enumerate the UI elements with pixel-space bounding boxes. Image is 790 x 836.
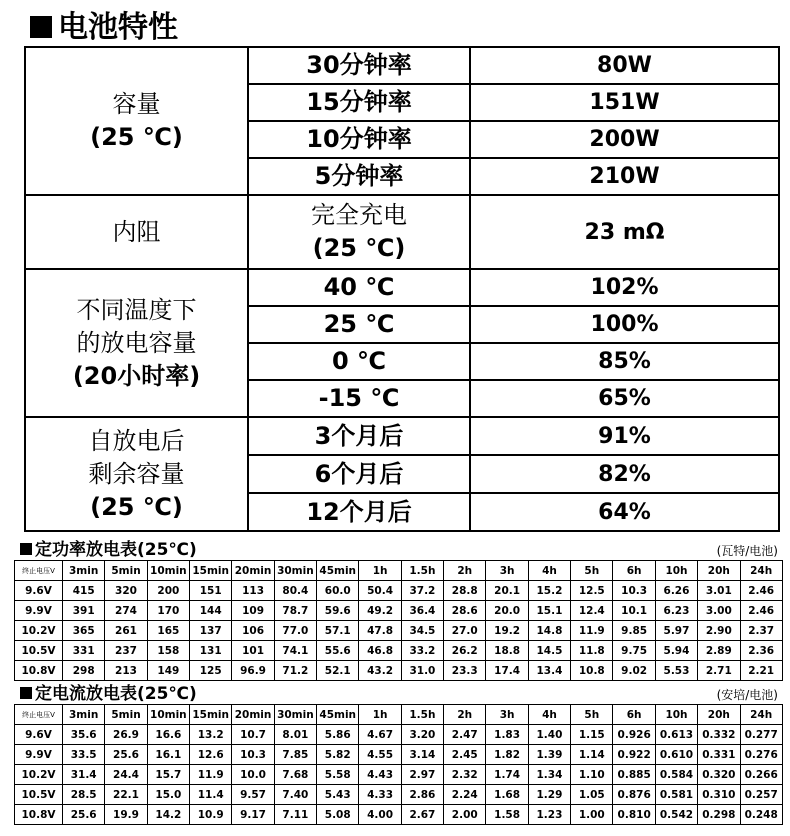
- table-cell: 12.5: [571, 581, 613, 601]
- table-cell: 43.2: [359, 661, 401, 681]
- end-voltage-cell: 10.5V: [15, 641, 63, 661]
- column-header: 6h: [613, 705, 655, 725]
- table-cell: 106: [232, 621, 274, 641]
- table-cell: 6.23: [655, 601, 697, 621]
- capacity-val-3: 200W: [470, 121, 779, 158]
- self-discharge-val-1: 91%: [470, 417, 779, 455]
- table-cell: 55.6: [317, 641, 359, 661]
- table-cell: 158: [147, 641, 189, 661]
- table-cell: 2.90: [698, 621, 740, 641]
- table-cell: 1.74: [486, 765, 528, 785]
- table-cell: 11.4: [190, 785, 232, 805]
- table-cell: 11.9: [190, 765, 232, 785]
- table-header-row: [15, 561, 783, 581]
- table-cell: 31.4: [63, 765, 105, 785]
- table-cell: 1.40: [528, 725, 570, 745]
- column-header: 2h: [444, 705, 486, 725]
- table-cell: 16.1: [147, 745, 189, 765]
- table-cell: 80.4: [274, 581, 316, 601]
- table-cell: 3.00: [698, 601, 740, 621]
- table-cell: 26.9: [105, 725, 147, 745]
- table-cell: 9.75: [613, 641, 655, 661]
- page-title-text: 电池特性: [58, 10, 178, 45]
- resistance-val: 23 mΩ: [470, 195, 779, 269]
- table-cell: 34.5: [401, 621, 443, 641]
- table-cell: 415: [63, 581, 105, 601]
- table-cell: 7.11: [274, 805, 316, 825]
- table-cell: 5.58: [317, 765, 359, 785]
- constant-current-table: [14, 704, 783, 825]
- column-header: 1.5h: [401, 561, 443, 581]
- self-discharge-label-line2: 剩余容量: [88, 459, 185, 488]
- temperature-val-1: 102%: [470, 269, 779, 306]
- table-cell: 12.4: [571, 601, 613, 621]
- table-cell: 131: [190, 641, 232, 661]
- temperature-label-line3: (20小时率): [72, 361, 201, 390]
- table-cell: 1.14: [571, 745, 613, 765]
- self-discharge-label-line3: (25 ℃): [90, 492, 183, 521]
- table-cell: 15.1: [528, 601, 570, 621]
- table-cell: 2.32: [444, 765, 486, 785]
- end-voltage-cell: 9.9V: [15, 601, 63, 621]
- end-voltage-cell: 10.8V: [15, 661, 63, 681]
- table-cell: 4.43: [359, 765, 401, 785]
- table-cell: 2.86: [401, 785, 443, 805]
- table-cell: 19.9: [105, 805, 147, 825]
- capacity-cond-1: 30分钟率: [248, 47, 470, 84]
- temperature-cond-3: 0 ℃: [248, 343, 470, 380]
- table-cell: 7.40: [274, 785, 316, 805]
- table-cell: 151: [190, 581, 232, 601]
- table-cell: 3.20: [401, 725, 443, 745]
- table-cell: 2.89: [698, 641, 740, 661]
- table-row: [15, 765, 783, 785]
- end-voltage-cell: 10.2V: [15, 621, 63, 641]
- table-cell: 1.39: [528, 745, 570, 765]
- table-cell: 4.55: [359, 745, 401, 765]
- end-voltage-cell: 9.6V: [15, 725, 63, 745]
- table-cell: 14.2: [147, 805, 189, 825]
- column-header: 4h: [528, 561, 570, 581]
- table-cell: 33.2: [401, 641, 443, 661]
- table-cell: 0.266: [740, 765, 782, 785]
- capacity-label-cell: [25, 47, 248, 195]
- table-cell: 25.6: [63, 805, 105, 825]
- square-bullet-icon: [30, 16, 52, 38]
- table-cell: 22.1: [105, 785, 147, 805]
- table-cell: 1.05: [571, 785, 613, 805]
- column-header: 10h: [655, 705, 697, 725]
- temperature-label-line1: 不同温度下: [76, 295, 197, 324]
- square-bullet-icon: [20, 687, 32, 699]
- table-cell: 18.8: [486, 641, 528, 661]
- table-cell: 5.94: [655, 641, 697, 661]
- table-cell: 28.8: [444, 581, 486, 601]
- table-cell: 52.1: [317, 661, 359, 681]
- table-cell: 2.00: [444, 805, 486, 825]
- table-row: [15, 745, 783, 765]
- table-cell: 49.2: [359, 601, 401, 621]
- capacity-cond-4: 5分钟率: [248, 158, 470, 195]
- table-row: [15, 641, 783, 661]
- column-header: 2h: [444, 561, 486, 581]
- constant-power-table: [14, 560, 783, 681]
- table-cell: 170: [147, 601, 189, 621]
- column-header: 24h: [740, 705, 782, 725]
- table-cell: 14.5: [528, 641, 570, 661]
- table-cell: 23.3: [444, 661, 486, 681]
- table-cell: 13.4: [528, 661, 570, 681]
- table-cell: 5.82: [317, 745, 359, 765]
- capacity-cond-2: 15分钟率: [248, 84, 470, 121]
- table-cell: 10.9: [190, 805, 232, 825]
- end-voltage-cell: 10.8V: [15, 805, 63, 825]
- end-voltage-cell: 10.5V: [15, 785, 63, 805]
- table-cell: 137: [190, 621, 232, 641]
- table-cell: 0.310: [698, 785, 740, 805]
- table-cell: 50.4: [359, 581, 401, 601]
- table-cell: 46.8: [359, 641, 401, 661]
- page-title: [30, 8, 178, 48]
- table-cell: 26.2: [444, 641, 486, 661]
- table-cell: 7.68: [274, 765, 316, 785]
- table-cell: 15.7: [147, 765, 189, 785]
- table-cell: 261: [105, 621, 147, 641]
- column-header: 15min: [190, 561, 232, 581]
- table-cell: 1.82: [486, 745, 528, 765]
- table-cell: 2.71: [698, 661, 740, 681]
- table-cell: 2.46: [740, 581, 782, 601]
- column-header: 1.5h: [401, 705, 443, 725]
- table-cell: 2.67: [401, 805, 443, 825]
- table-cell: 24.4: [105, 765, 147, 785]
- table-cell: 12.6: [190, 745, 232, 765]
- table-cell: 149: [147, 661, 189, 681]
- table-cell: 9.17: [232, 805, 274, 825]
- column-header: 45min: [317, 561, 359, 581]
- column-header: 30min: [274, 705, 316, 725]
- table-cell: 1.29: [528, 785, 570, 805]
- table-cell: 213: [105, 661, 147, 681]
- table-cell: 2.24: [444, 785, 486, 805]
- column-header: 6h: [613, 561, 655, 581]
- table-cell: 11.9: [571, 621, 613, 641]
- column-header: 5min: [105, 561, 147, 581]
- table-cell: 298: [63, 661, 105, 681]
- table-cell: 35.6: [63, 725, 105, 745]
- self-discharge-cond-3: 12个月后: [248, 493, 470, 531]
- constant-current-title: [20, 684, 197, 704]
- table-cell: 2.36: [740, 641, 782, 661]
- temperature-val-2: 100%: [470, 306, 779, 343]
- column-header: 1h: [359, 561, 401, 581]
- table-cell: 4.33: [359, 785, 401, 805]
- table-cell: 28.5: [63, 785, 105, 805]
- temperature-cond-2: 25 ℃: [248, 306, 470, 343]
- table-cell: 25.6: [105, 745, 147, 765]
- capacity-val-2: 151W: [470, 84, 779, 121]
- table-cell: 2.47: [444, 725, 486, 745]
- table-cell: 10.3: [613, 581, 655, 601]
- table-row: [15, 785, 783, 805]
- table-cell: 1.00: [571, 805, 613, 825]
- table-cell: 37.2: [401, 581, 443, 601]
- table-cell: 331: [63, 641, 105, 661]
- column-header: 5h: [571, 705, 613, 725]
- column-header: 20h: [698, 561, 740, 581]
- constant-power-section: [14, 540, 782, 681]
- table-cell: 5.08: [317, 805, 359, 825]
- table-cell: 13.2: [190, 725, 232, 745]
- table-cell: 8.01: [274, 725, 316, 745]
- table-cell: 0.584: [655, 765, 697, 785]
- temperature-cond-1: 40 ℃: [248, 269, 470, 306]
- table-cell: 19.2: [486, 621, 528, 641]
- table-cell: 1.34: [528, 765, 570, 785]
- table-cell: 60.0: [317, 581, 359, 601]
- column-header: 1h: [359, 705, 401, 725]
- capacity-val-1: 80W: [470, 47, 779, 84]
- table-cell: 27.0: [444, 621, 486, 641]
- table-cell: 15.2: [528, 581, 570, 601]
- table-cell: 0.257: [740, 785, 782, 805]
- table-cell: 0.248: [740, 805, 782, 825]
- table-cell: 3.14: [401, 745, 443, 765]
- constant-current-title-text: 定电流放电表(25℃): [35, 684, 197, 704]
- column-header: 4h: [528, 705, 570, 725]
- temperature-val-3: 85%: [470, 343, 779, 380]
- capacity-cond-3: 10分钟率: [248, 121, 470, 158]
- table-row: [15, 601, 783, 621]
- table-cell: 0.885: [613, 765, 655, 785]
- table-cell: 109: [232, 601, 274, 621]
- column-header: 15min: [190, 705, 232, 725]
- table-cell: 15.0: [147, 785, 189, 805]
- table-cell: 9.02: [613, 661, 655, 681]
- resistance-cond-line1: 完全充电: [311, 201, 407, 229]
- end-voltage-cell: 9.6V: [15, 581, 63, 601]
- end-voltage-cell: 10.2V: [15, 765, 63, 785]
- table-cell: 28.6: [444, 601, 486, 621]
- temperature-label-cell: [25, 269, 248, 417]
- table-cell: 6.26: [655, 581, 697, 601]
- column-header: 10min: [147, 561, 189, 581]
- resistance-label: 内阻: [25, 195, 248, 269]
- table-cell: 77.0: [274, 621, 316, 641]
- table-cell: 1.83: [486, 725, 528, 745]
- resistance-cond-line2: (25 ℃): [312, 234, 406, 262]
- table-cell: 1.58: [486, 805, 528, 825]
- end-voltage-header: 终止电压V: [15, 561, 63, 581]
- table-cell: 2.37: [740, 621, 782, 641]
- table-cell: 1.68: [486, 785, 528, 805]
- column-header: 45min: [317, 705, 359, 725]
- table-cell: 10.7: [232, 725, 274, 745]
- table-cell: 0.276: [740, 745, 782, 765]
- constant-current-section: [14, 684, 782, 825]
- table-cell: 47.8: [359, 621, 401, 641]
- table-cell: 10.8: [571, 661, 613, 681]
- table-cell: 2.45: [444, 745, 486, 765]
- table-row: [15, 621, 783, 641]
- table-cell: 11.8: [571, 641, 613, 661]
- column-header: 3min: [63, 705, 105, 725]
- temperature-cond-4: -15 ℃: [248, 380, 470, 417]
- capacity-temp: (25 ℃): [90, 123, 183, 151]
- table-cell: 4.00: [359, 805, 401, 825]
- capacity-label: 容量: [112, 90, 161, 118]
- table-cell: 0.926: [613, 725, 655, 745]
- table-cell: 5.53: [655, 661, 697, 681]
- table-cell: 96.9: [232, 661, 274, 681]
- table-cell: 7.85: [274, 745, 316, 765]
- table-cell: 16.6: [147, 725, 189, 745]
- table-cell: 0.277: [740, 725, 782, 745]
- table-cell: 391: [63, 601, 105, 621]
- column-header: 3min: [63, 561, 105, 581]
- table-cell: 0.610: [655, 745, 697, 765]
- table-cell: 36.4: [401, 601, 443, 621]
- end-voltage-header: 终止电压V: [15, 705, 63, 725]
- column-header: 5min: [105, 705, 147, 725]
- table-cell: 5.86: [317, 725, 359, 745]
- table-cell: 237: [105, 641, 147, 661]
- constant-power-title-text: 定功率放电表(25℃): [35, 540, 197, 560]
- table-cell: 57.1: [317, 621, 359, 641]
- table-cell: 14.8: [528, 621, 570, 641]
- table-cell: 0.331: [698, 745, 740, 765]
- table-cell: 78.7: [274, 601, 316, 621]
- table-cell: 5.97: [655, 621, 697, 641]
- column-header: 3h: [486, 561, 528, 581]
- table-cell: 2.46: [740, 601, 782, 621]
- table-cell: 2.97: [401, 765, 443, 785]
- temperature-label-line2: 的放电容量: [76, 328, 197, 357]
- table-cell: 0.542: [655, 805, 697, 825]
- column-header: 5h: [571, 561, 613, 581]
- table-cell: 20.1: [486, 581, 528, 601]
- table-cell: 10.3: [232, 745, 274, 765]
- table-cell: 0.613: [655, 725, 697, 745]
- temperature-val-4: 65%: [470, 380, 779, 417]
- table-cell: 9.85: [613, 621, 655, 641]
- table-cell: 9.57: [232, 785, 274, 805]
- table-row: [15, 805, 783, 825]
- table-cell: 4.67: [359, 725, 401, 745]
- table-cell: 59.6: [317, 601, 359, 621]
- table-cell: 113: [232, 581, 274, 601]
- table-cell: 0.876: [613, 785, 655, 805]
- table-cell: 0.581: [655, 785, 697, 805]
- table-cell: 1.15: [571, 725, 613, 745]
- table-cell: 10.0: [232, 765, 274, 785]
- table-cell: 71.2: [274, 661, 316, 681]
- table-cell: 20.0: [486, 601, 528, 621]
- table-row: [15, 725, 783, 745]
- table-cell: 74.1: [274, 641, 316, 661]
- table-cell: 165: [147, 621, 189, 641]
- square-bullet-icon: [20, 543, 32, 555]
- self-discharge-cond-1: 3个月后: [248, 417, 470, 455]
- column-header: 30min: [274, 561, 316, 581]
- table-cell: 0.810: [613, 805, 655, 825]
- table-cell: 1.23: [528, 805, 570, 825]
- column-header: 3h: [486, 705, 528, 725]
- table-header-row: [15, 705, 783, 725]
- table-cell: 274: [105, 601, 147, 621]
- table-cell: 10.1: [613, 601, 655, 621]
- column-header: 10h: [655, 561, 697, 581]
- column-header: 20min: [232, 705, 274, 725]
- table-cell: 125: [190, 661, 232, 681]
- self-discharge-val-2: 82%: [470, 455, 779, 493]
- column-header: 20h: [698, 705, 740, 725]
- self-discharge-cond-2: 6个月后: [248, 455, 470, 493]
- table-cell: 0.332: [698, 725, 740, 745]
- self-discharge-label-cell: [25, 417, 248, 531]
- table-row: [15, 581, 783, 601]
- table-cell: 144: [190, 601, 232, 621]
- table-cell: 33.5: [63, 745, 105, 765]
- table-cell: 17.4: [486, 661, 528, 681]
- end-voltage-cell: 9.9V: [15, 745, 63, 765]
- table-cell: 365: [63, 621, 105, 641]
- table-cell: 3.01: [698, 581, 740, 601]
- table-cell: 200: [147, 581, 189, 601]
- table-row: [15, 661, 783, 681]
- capacity-val-4: 210W: [470, 158, 779, 195]
- battery-spec-table: [24, 46, 780, 532]
- table-cell: 320: [105, 581, 147, 601]
- table-cell: 0.298: [698, 805, 740, 825]
- constant-current-unit: (安培/电池): [716, 688, 778, 702]
- column-header: 10min: [147, 705, 189, 725]
- column-header: 24h: [740, 561, 782, 581]
- table-cell: 5.43: [317, 785, 359, 805]
- self-discharge-val-3: 64%: [470, 493, 779, 531]
- table-cell: 2.21: [740, 661, 782, 681]
- table-cell: 0.922: [613, 745, 655, 765]
- constant-power-unit: (瓦特/电池): [716, 544, 778, 558]
- table-cell: 101: [232, 641, 274, 661]
- self-discharge-label-line1: 自放电后: [88, 426, 185, 455]
- constant-power-title: [20, 540, 197, 560]
- column-header: 20min: [232, 561, 274, 581]
- table-cell: 0.320: [698, 765, 740, 785]
- table-cell: 1.10: [571, 765, 613, 785]
- table-cell: 31.0: [401, 661, 443, 681]
- resistance-cond-cell: [248, 195, 470, 269]
